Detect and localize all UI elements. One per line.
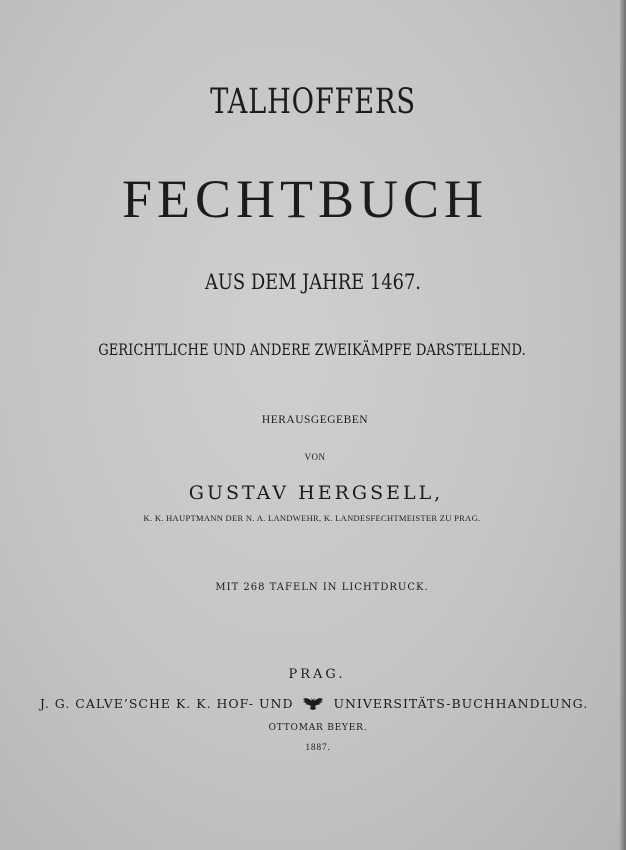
plates-note: MIT 268 TAFELN IN LICHTDRUCK. <box>215 582 429 593</box>
publisher-part-2: UNIVERSITÄTS-BUCHHANDLUNG. <box>333 696 589 711</box>
publisher-line <box>1 696 626 711</box>
subtitle: GERICHTLICHE UND ANDERE ZWEIKÄMPFE DARSTELLEND. <box>98 340 526 359</box>
publisher-part-1: J. G. CALVE’SCHE K. K. HOF- UND <box>39 696 294 711</box>
von-label: VON <box>304 452 326 462</box>
main-title: FECHTBUCH <box>121 169 489 229</box>
publication-date: 1887. <box>305 743 331 753</box>
editor-label: HERAUSGEGEBEN <box>261 414 369 426</box>
owner-line: OTTOMAR BEYER. <box>268 723 368 733</box>
title-line-talhoffers: TALHOFFERS <box>210 82 416 122</box>
double-eagle-icon <box>302 697 324 711</box>
publication-place: PRAG. <box>288 667 346 682</box>
author-rank: K. K. HAUPTMANN DER N. A. LANDWEHR, K. LANDESFECHTMEISTER ZU PRAG. <box>143 513 481 523</box>
year-line: AUS DEM JAHRE 1467. <box>204 270 421 294</box>
author-name: GUSTAV HERGSELL, <box>188 482 444 504</box>
